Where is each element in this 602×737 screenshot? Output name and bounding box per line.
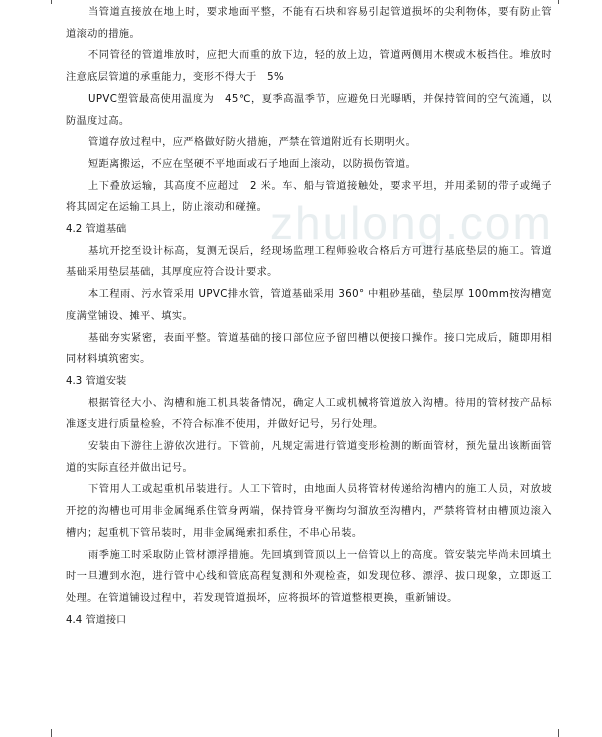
page-border-bottom — [51, 729, 559, 737]
text-line: 要有防止管道滚动的措施。 — [66, 7, 553, 40]
text-line: 雨季施工时采取防止管材漂浮措施。先回填到管顶以上一倍管以上的高度。管安装完 — [88, 549, 488, 561]
text-line: 量出该断面管道的实际直径并做出记号。 — [66, 441, 553, 474]
document-body — [66, 2, 552, 631]
paragraph — [66, 241, 552, 284]
text-line: 挡住。堆放时注意底层管道的承重能力，变形不得大于 5% — [66, 50, 553, 84]
text-line: 管道存放过程中，应严格做好防火措施，严禁在管道附近有长期明火。 — [88, 137, 417, 149]
text-line: 下管用人工或起重机吊装进行。人工下管时，由地面人员将管材传递给沟槽内的施工 — [88, 484, 488, 496]
paragraph — [66, 154, 552, 176]
paragraph — [66, 176, 552, 219]
text-line: 后，随即用相同材料填筑密实。 — [66, 332, 553, 366]
paragraph — [66, 89, 552, 132]
text-line: 漂浮、拔口现象，立即返工处理。在管道铺设过程中，若发现管道损坏，应将损坏的管道 — [66, 571, 552, 604]
paragraph — [66, 393, 552, 436]
text-line: 基坑开挖至设计标高，复测无误后，经现场监理工程师验收合格后方可进行基底垫层 — [88, 245, 488, 257]
text-line: 上下叠放运输，其高度不应超过 2 米。车、船与管道接触处，要求平坦，并用柔韧的 — [88, 180, 499, 192]
paragraph — [66, 328, 552, 371]
text-line: 基础夯实紧密，表面平整。管道基础的接口部位应予留凹槽以便接口操作。接口完成 — [88, 332, 488, 344]
text-line: 严禁将管材由槽顶边滚入槽内；起重机下管吊装时，用非金属绳索扣系住，不串心吊装。 — [66, 506, 552, 539]
text-line: 带子或绳子将其固定在运输工具上，防止滚动和碰撞。 — [66, 180, 552, 214]
paragraph — [66, 436, 552, 479]
paragraph — [66, 284, 552, 327]
paragraph — [66, 2, 552, 45]
section-heading: 4.4 管道接口 — [66, 614, 127, 626]
watermark: zhulong.com — [270, 197, 553, 249]
text-line: 毕尚未回填土时一旦遭到水泡，进行管中心线和管底高程复测和外观检查，如发现位移、 — [66, 549, 553, 583]
text-line: UPVC塑管最高使用温度为 45℃，夏季高温季节，应避免日光曝晒，并保持管间的空 — [88, 93, 499, 105]
text-line: 根据管径大小、沟槽和施工机具装备情况，确定人工或机械将管道放入沟槽。待用的 — [88, 397, 488, 409]
paragraph — [66, 132, 552, 154]
text-line: 不同管径的管道堆放时，应把大而重的放下边，轻的放上边，管道两侧用木楔或木板 — [88, 50, 488, 62]
text-line: 的施工。管道基础采用垫层基础，其厚度应符合设计要求。 — [66, 245, 553, 279]
text-line: 人员，对放坡开挖的沟槽也可用非金属绳系住管身两端，保持管身平衡均匀溜放至沟槽内， — [66, 484, 553, 518]
section-heading: 4.3 管道安装 — [66, 375, 127, 387]
text-line: 按沟槽宽度满堂铺设、摊平、填实。 — [66, 289, 552, 322]
text-line: 本工程雨、污水管采用 UPVC排水管，管道基础采用 360° 中粗砂基础，垫层厚 100mm — [88, 289, 510, 301]
paragraph — [66, 545, 552, 610]
text-line: 气流通，以防温度过高。 — [66, 93, 552, 127]
text-line: 整根更换，重新铺设。 — [351, 592, 458, 604]
text-line: 管材按产品标准逐支进行质量检验，不符合标准不使用，并做好记号，另行处理。 — [66, 397, 553, 431]
text-line: 安装由下游往上游依次进行。下管前，凡规定需进行管道变形检测的断面管材，预先 — [88, 441, 488, 453]
section-heading: 4.2 管道基础 — [66, 224, 127, 236]
paragraph — [66, 45, 552, 88]
paragraph — [66, 479, 552, 544]
text-line: 短距离搬运，不应在坚硬不平地面或石子地面上滚动，以防损伤管道。 — [88, 158, 417, 170]
text-line: 当管道直接放在地上时，要求地面平整，不能有石块和容易引起管道损坏的尖利物体， — [88, 7, 499, 18]
